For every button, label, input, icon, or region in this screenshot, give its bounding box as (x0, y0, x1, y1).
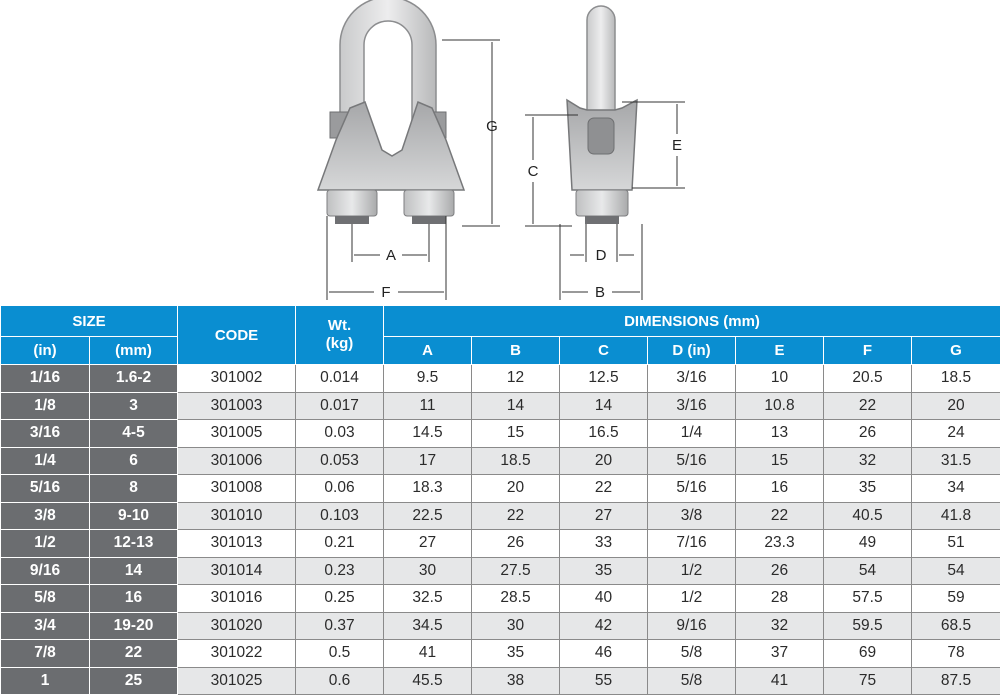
table-cell: 5/16 (648, 447, 736, 475)
table-cell: 34 (912, 475, 1000, 503)
table-cell: 24 (912, 420, 1000, 448)
table-row (1, 640, 1000, 668)
table-row (1, 475, 1000, 503)
table-cell: 22 (90, 640, 178, 668)
table-cell: 7/8 (1, 640, 90, 668)
table-cell: 1/4 (648, 420, 736, 448)
table-cell: 28.5 (472, 585, 560, 613)
table-cell: 38 (472, 667, 560, 695)
table-cell: 16.5 (560, 420, 648, 448)
u-bolt-side (587, 6, 615, 125)
table-cell: 10.8 (736, 392, 824, 420)
nut-left (327, 190, 377, 216)
table-cell: 301006 (178, 447, 296, 475)
table-cell: 3/16 (1, 420, 90, 448)
table-body (1, 365, 1000, 695)
table-cell: 15 (472, 420, 560, 448)
table-cell: 1/4 (1, 447, 90, 475)
table-cell: 41.8 (912, 502, 1000, 530)
table-cell: 18.3 (384, 475, 472, 503)
table-cell: 25 (90, 667, 178, 695)
size-mm-header: (mm) (90, 337, 178, 365)
table-cell: 301025 (178, 667, 296, 695)
table-cell: 57.5 (824, 585, 912, 613)
table-cell: 59.5 (824, 612, 912, 640)
table-cell: 0.21 (296, 530, 384, 558)
table-row (1, 585, 1000, 613)
table-cell: 5/16 (648, 475, 736, 503)
table-cell: 27.5 (472, 557, 560, 585)
table-cell: 22 (824, 392, 912, 420)
table-cell: 3/16 (648, 365, 736, 393)
dim-header-1: B (472, 337, 560, 365)
table-row (1, 530, 1000, 558)
dim-header-5: F (824, 337, 912, 365)
table-cell: 54 (824, 557, 912, 585)
table-cell: 14 (560, 392, 648, 420)
table-cell: 20.5 (824, 365, 912, 393)
table-cell: 301013 (178, 530, 296, 558)
table-cell: 301016 (178, 585, 296, 613)
table-row (1, 612, 1000, 640)
table-cell: 35 (472, 640, 560, 668)
label-c: C (527, 163, 539, 180)
table-cell: 0.25 (296, 585, 384, 613)
dimensions-header: DIMENSIONS (mm) (384, 306, 1000, 337)
label-g: G (486, 118, 498, 135)
table-cell: 34.5 (384, 612, 472, 640)
table-cell: 32 (824, 447, 912, 475)
table-row (1, 557, 1000, 585)
weight-header: Wt. (kg) (296, 306, 384, 365)
table-cell: 27 (560, 502, 648, 530)
table-cell: 0.6 (296, 667, 384, 695)
table-cell: 0.103 (296, 502, 384, 530)
table-cell: 301005 (178, 420, 296, 448)
table-cell: 12 (472, 365, 560, 393)
wire-rope-clip-diagram (0, 0, 1000, 303)
table-cell: 9/16 (1, 557, 90, 585)
table-cell: 0.053 (296, 447, 384, 475)
table-cell: 301002 (178, 365, 296, 393)
label-e: E (671, 137, 683, 154)
table-row (1, 392, 1000, 420)
table-cell: 5/8 (648, 667, 736, 695)
table-cell: 14 (90, 557, 178, 585)
table-cell: 45.5 (384, 667, 472, 695)
nut-right (404, 190, 454, 216)
table-cell: 69 (824, 640, 912, 668)
table-cell: 37 (736, 640, 824, 668)
table-cell: 27 (384, 530, 472, 558)
table-cell: 33 (560, 530, 648, 558)
table-cell: 5/8 (648, 640, 736, 668)
table-cell: 3/8 (648, 502, 736, 530)
table-cell: 7/16 (648, 530, 736, 558)
table-cell: 20 (472, 475, 560, 503)
table-cell: 5/8 (1, 585, 90, 613)
table-cell: 42 (560, 612, 648, 640)
table-cell: 35 (824, 475, 912, 503)
table-cell: 22 (560, 475, 648, 503)
table-cell: 0.017 (296, 392, 384, 420)
table-cell: 26 (472, 530, 560, 558)
table-cell: 1/16 (1, 365, 90, 393)
front-view (318, 0, 464, 224)
table-cell: 87.5 (912, 667, 1000, 695)
label-b: B (594, 284, 606, 301)
label-d: D (595, 247, 607, 264)
table-cell: 32 (736, 612, 824, 640)
table-cell: 301008 (178, 475, 296, 503)
table-cell: 20 (560, 447, 648, 475)
table-cell: 3 (90, 392, 178, 420)
table-cell: 40 (560, 585, 648, 613)
table-cell: 3/4 (1, 612, 90, 640)
table-cell: 1/8 (1, 392, 90, 420)
table-cell: 41 (384, 640, 472, 668)
table-row (1, 447, 1000, 475)
table-cell: 68.5 (912, 612, 1000, 640)
table-cell: 20 (912, 392, 1000, 420)
table-cell: 54 (912, 557, 1000, 585)
table-cell: 1.6-2 (90, 365, 178, 393)
table-cell: 0.03 (296, 420, 384, 448)
table-cell: 10 (736, 365, 824, 393)
table-cell: 1/2 (648, 557, 736, 585)
dim-header-2: C (560, 337, 648, 365)
table-cell: 15 (736, 447, 824, 475)
table-row (1, 420, 1000, 448)
table-cell: 26 (824, 420, 912, 448)
size-in-header: (in) (1, 337, 90, 365)
table-cell: 22 (472, 502, 560, 530)
table-cell: 12-13 (90, 530, 178, 558)
table-cell: 3/16 (648, 392, 736, 420)
table-cell: 30 (384, 557, 472, 585)
thread-side (588, 118, 614, 154)
table-cell: 1 (1, 667, 90, 695)
code-header: CODE (178, 306, 296, 365)
table-cell: 0.37 (296, 612, 384, 640)
washer-left (335, 216, 369, 224)
table-cell: 19-20 (90, 612, 178, 640)
table-cell: 75 (824, 667, 912, 695)
table-cell: 4-5 (90, 420, 178, 448)
table-cell: 59 (912, 585, 1000, 613)
table-cell: 0.23 (296, 557, 384, 585)
table-cell: 41 (736, 667, 824, 695)
table-row (1, 667, 1000, 695)
table-cell: 3/8 (1, 502, 90, 530)
table-cell: 1/2 (648, 585, 736, 613)
table-cell: 5/16 (1, 475, 90, 503)
table-cell: 301010 (178, 502, 296, 530)
table-row (1, 365, 1000, 393)
table-cell: 12.5 (560, 365, 648, 393)
specification-table (0, 305, 1000, 695)
washer-side (585, 216, 619, 224)
table-cell: 51 (912, 530, 1000, 558)
table-cell: 0.5 (296, 640, 384, 668)
dim-header-6: G (912, 337, 1000, 365)
table-cell: 301014 (178, 557, 296, 585)
table-cell: 301003 (178, 392, 296, 420)
table-cell: 35 (560, 557, 648, 585)
size-header: SIZE (1, 306, 178, 337)
table-cell: 40.5 (824, 502, 912, 530)
table-cell: 22 (736, 502, 824, 530)
dim-header-4: E (736, 337, 824, 365)
table-cell: 0.014 (296, 365, 384, 393)
table-cell: 8 (90, 475, 178, 503)
label-f: F (381, 284, 391, 301)
table-cell: 9-10 (90, 502, 178, 530)
table-cell: 1/2 (1, 530, 90, 558)
table-cell: 49 (824, 530, 912, 558)
table-cell: 31.5 (912, 447, 1000, 475)
table-cell: 16 (90, 585, 178, 613)
nut-side (576, 190, 628, 216)
table-cell: 55 (560, 667, 648, 695)
table-cell: 14.5 (384, 420, 472, 448)
table-cell: 22.5 (384, 502, 472, 530)
table-cell: 9.5 (384, 365, 472, 393)
dim-header-3: D (in) (648, 337, 736, 365)
table-cell: 30 (472, 612, 560, 640)
table-cell: 26 (736, 557, 824, 585)
dim-header-0: A (384, 337, 472, 365)
table-cell: 0.06 (296, 475, 384, 503)
table-cell: 23.3 (736, 530, 824, 558)
table-cell: 16 (736, 475, 824, 503)
label-a: A (385, 247, 397, 264)
table-cell: 32.5 (384, 585, 472, 613)
table-cell: 301022 (178, 640, 296, 668)
table-cell: 18.5 (912, 365, 1000, 393)
table-cell: 18.5 (472, 447, 560, 475)
table-cell: 301020 (178, 612, 296, 640)
table-cell: 46 (560, 640, 648, 668)
table-cell: 6 (90, 447, 178, 475)
table-cell: 14 (472, 392, 560, 420)
table-cell: 17 (384, 447, 472, 475)
table-cell: 28 (736, 585, 824, 613)
table-cell: 9/16 (648, 612, 736, 640)
table-cell: 11 (384, 392, 472, 420)
table-cell: 13 (736, 420, 824, 448)
table-row (1, 502, 1000, 530)
table-cell: 78 (912, 640, 1000, 668)
washer-right (412, 216, 446, 224)
